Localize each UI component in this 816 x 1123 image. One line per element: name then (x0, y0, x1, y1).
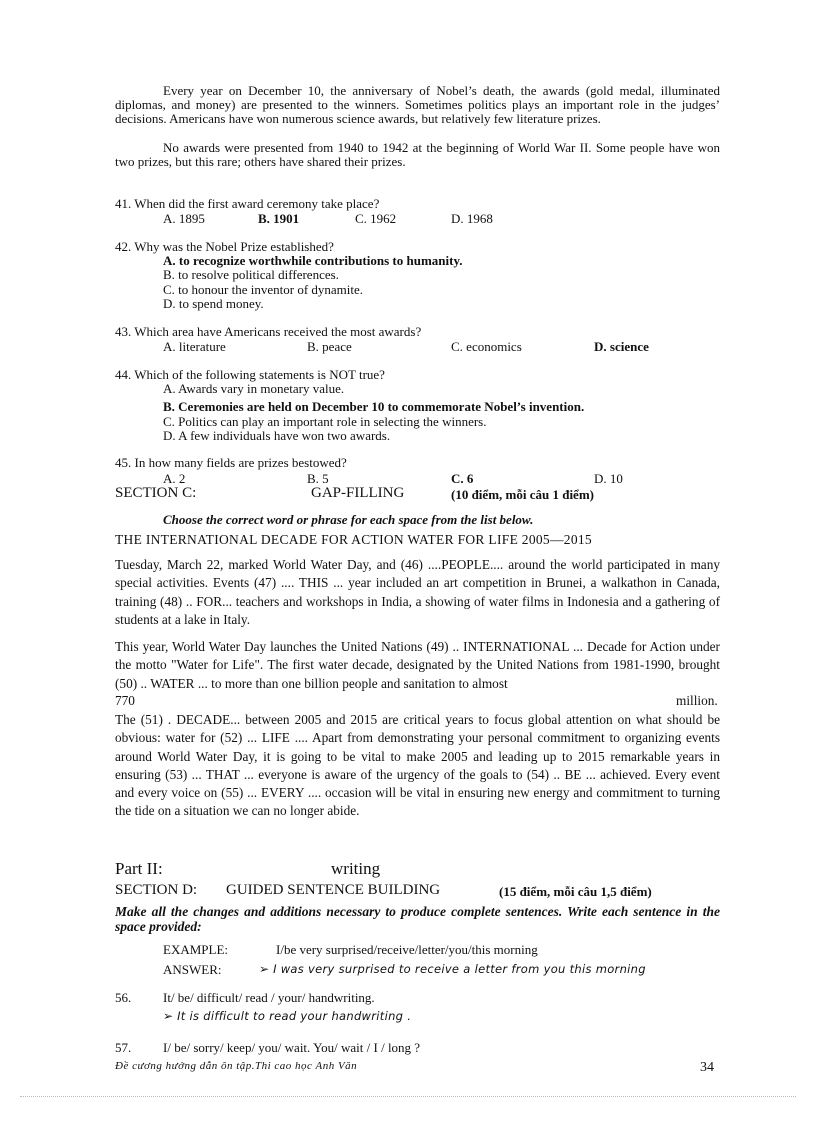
part-2-name: writing (331, 859, 381, 878)
example-answer-text: I was very surprised to receive a letter from you this morning (273, 962, 646, 976)
question-41: 41. When did the first award ceremony take place? (115, 196, 380, 211)
item-57-number: 57. (115, 1040, 132, 1055)
option-45a: A. 2 (163, 471, 186, 486)
item-56-answer (163, 1007, 411, 1025)
option-42a: A. to recognize worthwhile contributions to humanity. (163, 253, 463, 268)
option-44a: A. Awards vary in monetary value. (163, 381, 345, 396)
gap-paragraph-1: Tuesday, March 22, marked World Water Day, and (46) ....PEOPLE.... around the world participated in many special activities. Events (47) .... THIS ... year included an art competition in Brunei, a walkathon in Canada, training (48) .. FOR... teachers and workshops in India, a showing of water films in Indonesia and a gathering of students at a lake in Italy. (115, 557, 720, 627)
option-43b: B. peace (307, 339, 352, 354)
question-42: 42. Why was the Nobel Prize established? (115, 239, 334, 254)
option-45c: C. 6 (451, 471, 474, 486)
part-2-label: Part II: (115, 859, 163, 878)
question-45: 45. In how many fields are prizes bestowed? (115, 455, 347, 470)
item-56-prompt: It/ be/ difficult/ read / your/ handwriting. (163, 990, 375, 1005)
question-41-options (163, 211, 723, 226)
example-answer (259, 960, 646, 978)
option-42b: B. to resolve political differences. (163, 267, 339, 282)
option-44b: B. Ceremonies are held on December 10 to commemorate Nobel’s invention. (163, 399, 585, 414)
gap-paragraph-2-million: million. (676, 693, 718, 708)
option-41d: D. 1968 (451, 211, 493, 226)
option-41b: B. 1901 (258, 211, 300, 226)
gap-paragraph-2-rest: The (51) . DECADE... between 2005 and 2015 are critical years to focus global attention on what should be obvious: water for (52) ... LIFE .... Apart from demonstrating your personal commitment to organizing events around World Water Day, it is going to be vital to make 2005 and leading up to 2015 remarkable years in ensuring (53) ... THAT ... everyone is aware of the urgency of the goals to (54) .. BE ... achieved. Every event and every voice on (55) ... EVERY .... occasion will be vital in ensuring new energy and commitment to turning the tide on a situation we can no longer abide. (115, 712, 720, 819)
section-c-instruction: Choose the correct word or phrase for each space from the list below. (163, 512, 534, 527)
option-41c: C. 1962 (355, 211, 397, 226)
question-44: 44. Which of the following statements is NOT true? (115, 367, 385, 382)
question-43: 43. Which area have Americans received the most awards? (115, 324, 422, 339)
section-d-points: (15 điểm, mỗi câu 1,5 điểm) (499, 884, 652, 899)
gap-paragraph-2-number: 770 (115, 693, 135, 708)
option-42c: C. to honour the inventor of dynamite. (163, 282, 364, 297)
passage-paragraph-2: No awards were presented from 1940 to 1942 at the beginning of World War II. Some people have won two prizes, but this rare; others have shared their prizes. (115, 140, 720, 169)
option-45d: D. 10 (594, 471, 623, 486)
option-42d: D. to spend money. (163, 296, 264, 311)
example-text: I/be very surprised/receive/letter/you/this morning (276, 942, 538, 957)
option-43d: D. science (594, 339, 649, 354)
section-c-points: (10 điểm, mỗi câu 1 điểm) (451, 487, 594, 502)
section-c-name: GAP-FILLING (311, 485, 405, 501)
passage-paragraph-1: Every year on December 10, the anniversary of Nobel’s death, the awards (gold medal, illuminated diplomas, and money) are presented to the winners. Sometimes politics plays an important role in the judges’ decisions. Americans have won numerous science awards, but relatively few literature prizes. (115, 83, 720, 126)
gap-paragraph-2-lead: This year, World Water Day launches the United Nations (49) .. INTERNATIONAL ... Decade for Action under the motto "Water for Life". The first water decade, designated by the United Nations from 1981-1990, brought (50) .. WATER ... to more than one billion people and sanitation to almost (115, 639, 720, 691)
section-d-instruction: Make all the changes and additions necessary to produce complete sentences. Write each sentence in the space provided: (115, 904, 720, 934)
item-57-prompt: I/ be/ sorry/ keep/ you/ wait. You/ wait / I / long ? (163, 1040, 421, 1055)
question-43-options (163, 339, 723, 354)
page-bottom-divider (20, 1096, 796, 1097)
option-44c: C. Politics can play an important role in selecting the winners. (163, 414, 487, 429)
arrow-bullet-icon: ➢ (163, 1009, 174, 1023)
question-45-options (163, 471, 723, 486)
page-number: 34 (700, 1060, 714, 1075)
section-c-title: THE INTERNATIONAL DECADE FOR ACTION WATER FOR LIFE 2005—2015 (115, 532, 592, 547)
section-d-name: GUIDED SENTENCE BUILDING (226, 882, 441, 898)
option-45b: B. 5 (307, 471, 329, 486)
item-56-answer-text: It is difficult to read your handwriting . (177, 1009, 412, 1023)
item-56-number: 56. (115, 990, 132, 1005)
option-44d: D. A few individuals have won two awards. (163, 428, 391, 443)
section-c-label: SECTION C: (115, 485, 197, 501)
option-41a: A. 1895 (163, 211, 205, 226)
example-label: EXAMPLE: (163, 942, 228, 957)
option-43c: C. economics (451, 339, 522, 354)
footer-course-title: Đề cương hướng dẫn ôn tập.Thi cao học Anh Văn (115, 1060, 358, 1072)
section-d-label: SECTION D: (115, 882, 198, 898)
arrow-bullet-icon: ➢ (259, 962, 270, 976)
answer-label: ANSWER: (163, 962, 222, 977)
option-43a: A. literature (163, 339, 226, 354)
